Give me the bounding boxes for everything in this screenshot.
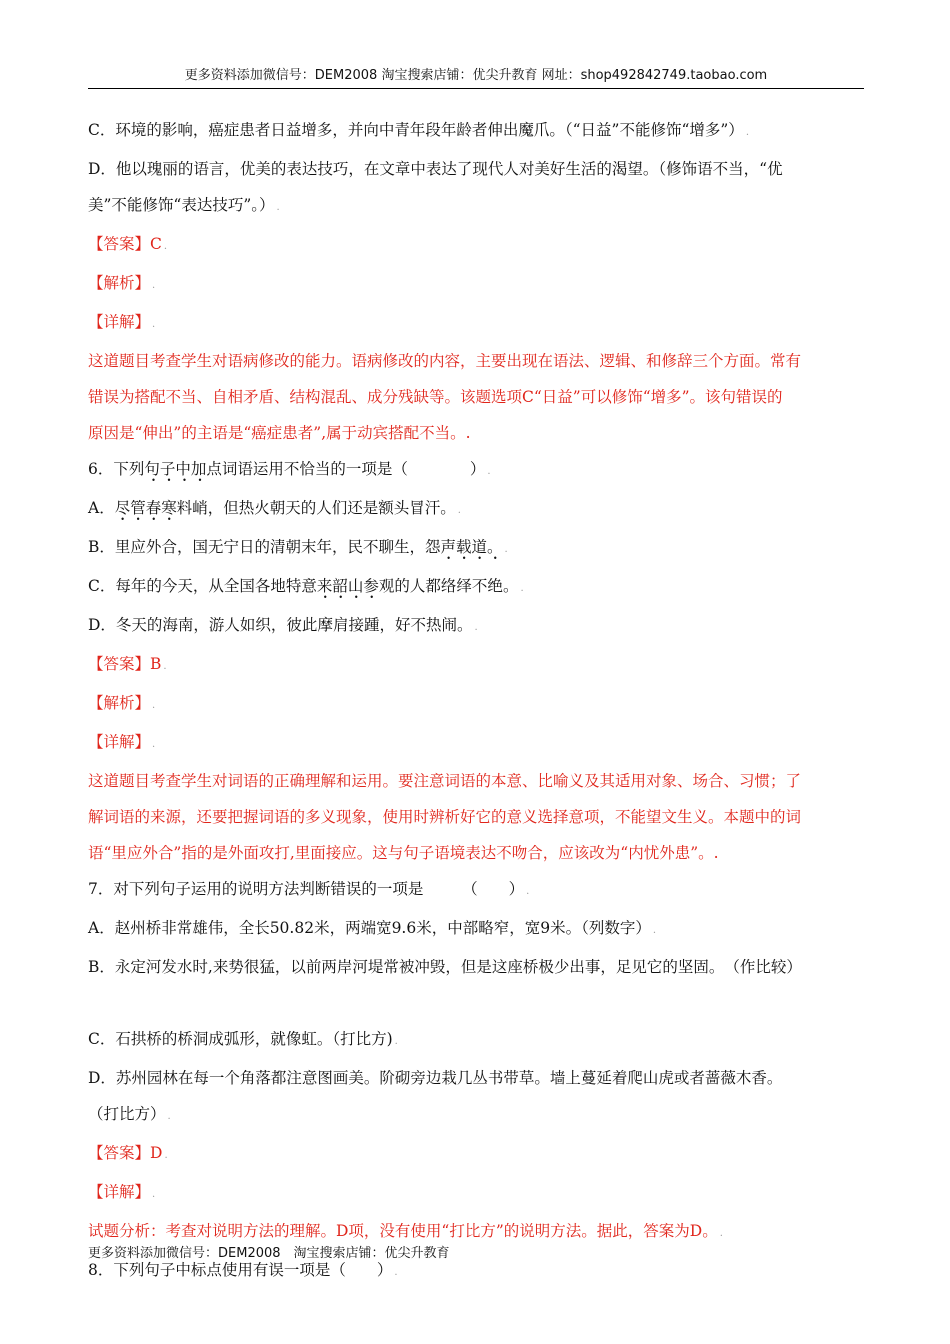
spacer	[88, 985, 863, 1021]
dotted-char: 寒	[161, 499, 177, 517]
dotted-char: 绝	[487, 577, 503, 595]
q5-detail-tag: 【详解】 .	[88, 313, 156, 331]
q5-analysis-tag: 【解析】 .	[88, 274, 156, 292]
q6-option-c: C．每年的今天，从全国各地特意来韶山参观的人都络绎不绝。 .	[88, 568, 863, 607]
q7-detail-tag: 【详解】 .	[88, 1183, 156, 1201]
q6-option-b: B．里应外合，国无宁日的清朝末年，民不聊生，怨声载道。 .	[88, 529, 863, 568]
q5-answer: 【答案】C .	[88, 235, 168, 253]
q5-option-c: C．环境的影响，癌症患者日益增多，并向中青年段年龄者伸出魔爪。（“日益”不能修饰“增多”） .	[88, 121, 749, 139]
q7-detail-line: 试题分析：考查对说明方法的理解。D项，没有使用“打比方”的说明方法。据此，答案为D。 .	[88, 1222, 723, 1240]
dotted-char: 峭	[192, 499, 208, 517]
dotted-char: 外	[145, 538, 162, 556]
page-header: 更多资料添加微信号：DEM2008 淘宝搜索店铺：优尖升教育 网址：shop492842749.taobao.com	[184, 68, 768, 83]
dotted-char: 合	[161, 538, 177, 556]
dotted-char: 踵	[363, 616, 380, 634]
q5-detail-line: 这道题目考查学生对语病修改的能力。语病修改的内容，主要出现在语法、逻辑、和修辞三个方面。常有	[88, 352, 802, 370]
q6-answer: 【答案】B .	[88, 655, 167, 673]
dotted-char: 肩	[332, 616, 349, 634]
q6-option-d: D．冬天的海南，游人如织，彼此摩肩接踵，好不热闹。 .	[88, 607, 863, 646]
dotted-char: 里	[114, 538, 131, 556]
q5-option-d-cont: 美”不能修饰“表达技巧”。） .	[88, 196, 280, 214]
dotted-char: 络	[440, 577, 457, 595]
q6-stem: 6．下列句子中加点词语运用不恰当的一项是（ ） .	[88, 460, 491, 478]
dotted-char: 应	[130, 538, 146, 556]
q6-detail-tag: 【详解】 .	[88, 733, 156, 751]
q6-analysis-tag: 【解析】 .	[88, 694, 156, 712]
q8-stem: 8．下列句子中标点使用有误一项是（ ） .	[88, 1261, 398, 1279]
header-rule	[88, 88, 864, 89]
dotted-char: 摩	[317, 616, 333, 634]
dotted-char: 春	[145, 499, 162, 517]
page-footer: 更多资料添加微信号：DEM2008 淘宝搜索店铺：优尖升教育	[88, 1246, 450, 1261]
q6-detail-line: 这道题目考查学生对词语的正确理解和运用。要注意词语的本意、比喻义及其适用对象、场合、习惯；了	[88, 772, 802, 790]
q7-answer: 【答案】D .	[88, 1144, 168, 1162]
dotted-char: 绎	[456, 577, 472, 595]
q7-option-c: C．石拱桥的桥洞成弧形，就像虹。（打比方) .	[88, 1030, 398, 1048]
document-body	[88, 112, 863, 1291]
q6-option-a: A．尽管春寒料峭，但热火朝天的人们还是额头冒汗。 .	[88, 490, 863, 529]
q7-option-d: D．苏州园林在每一个角落都注意图画美。阶砌旁边栽几丛书带草。墙上蔓延着爬山虎或者蔷薇木香。	[88, 1069, 783, 1087]
q5-detail-line: 原因是“伸出”的主语是“癌症患者”,属于动宾搭配不当。.	[88, 424, 471, 442]
q5-detail-line: 错误为搭配不当、自相矛盾、结构混乱、成分残缺等。该题选项C“日益”可以修饰“增多”。该句错误的	[88, 388, 783, 406]
q7-option-d-cont: （打比方） .	[88, 1105, 171, 1123]
dotted-char: 不	[471, 577, 488, 595]
q7-option-b: B．永定河发水时,来势很猛，以前两岸河堤常被冲毁，但是这座桥极少出事，足见它的坚固。 （作比较）	[88, 958, 802, 976]
q7-option-a: A．赵州桥非常雄伟，全长50.82米，两端宽9.6米，中部略窄，宽9米。（列数字） .	[88, 919, 657, 937]
q6-detail-line: 解词语的来源，还要把握词语的多义现象，使用时辨析好它的意义选择意项，不能望文生义。本题中的词	[88, 808, 802, 826]
q6-detail-line: 语“里应外合”指的是外面攻打,里面接应。这与句子语境表达不吻合，应该改为“内忧外患”。.	[88, 844, 719, 862]
dotted-char: 料	[176, 499, 193, 517]
dotted-char: 接	[348, 616, 364, 634]
q7-stem: 7．对下列句子运用的说明方法判断错误的一项是 （ ） .	[88, 880, 530, 898]
q5-option-d: D．他以瑰丽的语言，优美的表达技巧，在文章中表达了现代人对美好生活的渴望。（修饰语不当，“优	[88, 160, 783, 178]
